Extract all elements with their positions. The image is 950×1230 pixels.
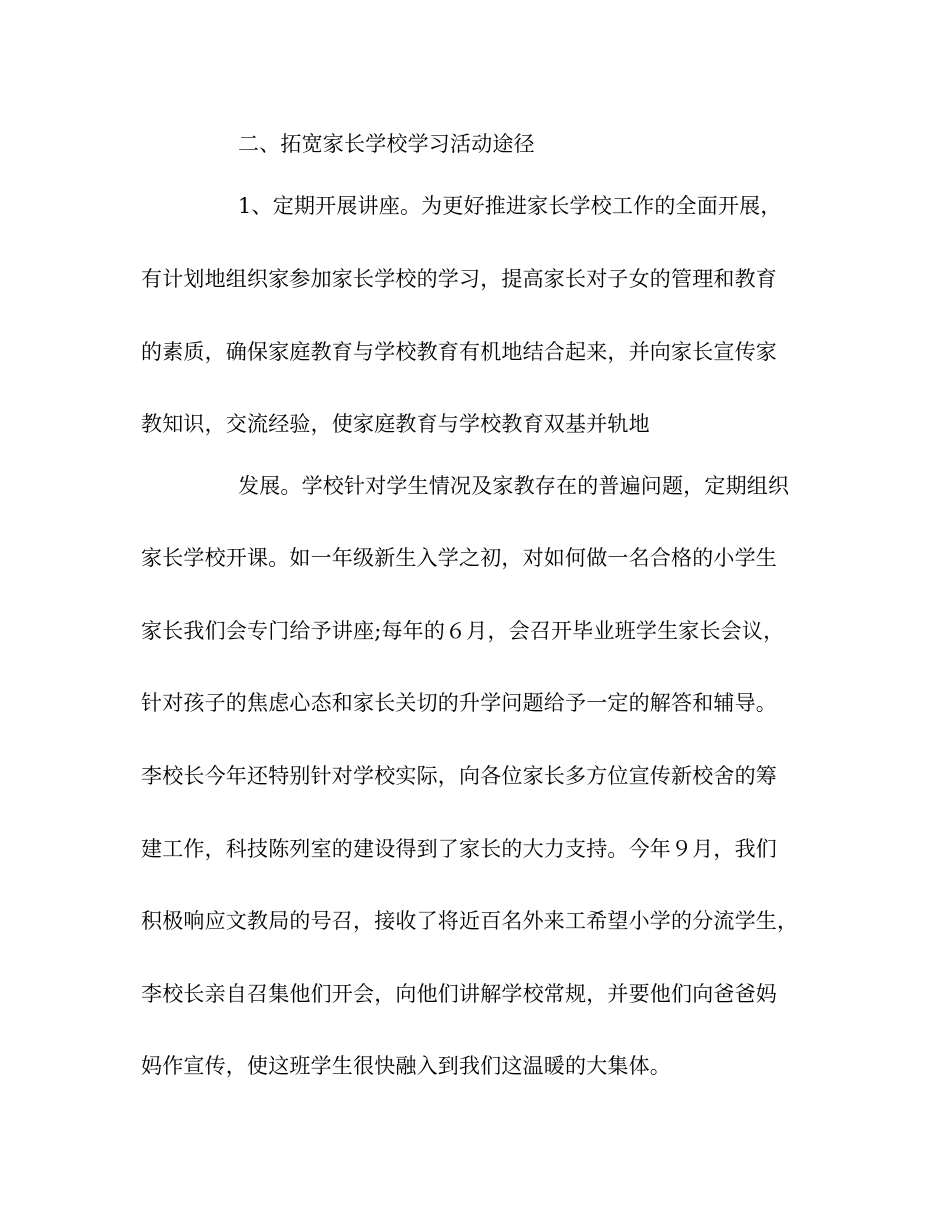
paragraph-line: 妈作宣传，使这班学生很快融入到我们这温暖的大集体。: [141, 1054, 671, 1078]
paragraph-line: 发展。学校针对学生情况及家教存在的普遍问题，定期组织: [238, 474, 790, 498]
paragraph-line: 积极响应文教局的号召，接收了将近百名外来工希望小学的分流学生，: [141, 909, 799, 933]
paragraph-line: 李校长今年还特别针对学校实际，向各位家长多方位宣传新校舍的筹: [141, 764, 777, 788]
paragraph-line: 教知识，交流经验，使家庭教育与学校教育双基并轨地: [141, 412, 650, 436]
paragraph-line: 针对孩子的焦虑心态和家长关切的升学问题给予一定的解答和辅导。: [141, 691, 777, 715]
paragraph-line: 建工作，科技陈列室的建设得到了家长的大力支持。今年９月，我们: [141, 837, 777, 861]
paragraph-line: 家长我们会专门给予讲座;每年的６月，会召开毕业班学生家长会议，: [141, 619, 785, 643]
paragraph-line: 李校长亲自召集他们开会，向他们讲解学校常规，并要他们向爸爸妈: [141, 982, 777, 1006]
paragraph-line: 有计划地组织家参加家长学校的学习，提高家长对子女的管理和教育: [141, 267, 777, 291]
paragraph-line: 家长学校开课。如一年级新生入学之初，对如何做一名合格的小学生: [141, 546, 777, 570]
paragraph-line: 1、定期开展讲座。为更好推进家长学校工作的全面开展，: [238, 194, 782, 218]
paragraph-line: 的素质，确保家庭教育与学校教育有机地结合起来，并向家长宣传家: [141, 340, 777, 364]
section-heading: 二、拓宽家长学校学习活动途径: [238, 132, 535, 156]
